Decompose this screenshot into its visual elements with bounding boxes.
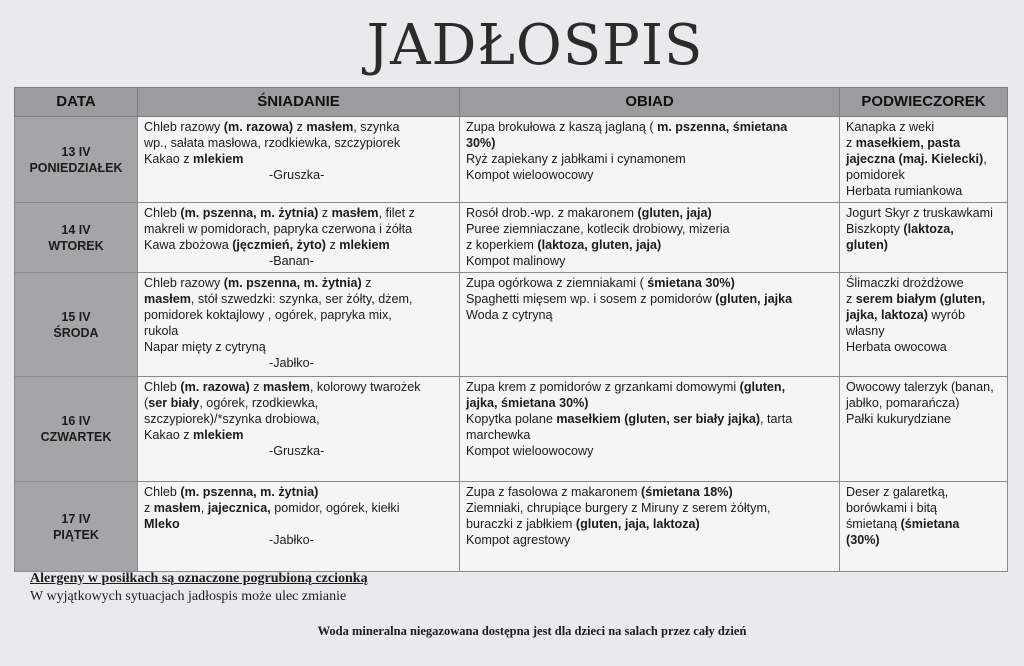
menu-line xyxy=(846,183,1003,199)
allergen-text: masłem xyxy=(306,120,354,134)
menu-text: z koperkiem xyxy=(466,238,538,252)
day-date: 16 IV xyxy=(61,414,91,428)
day-cell xyxy=(15,377,138,482)
lunch-cell xyxy=(460,482,840,572)
menu-line xyxy=(144,379,455,395)
menu-text: Pałki kukurydziane xyxy=(846,412,951,426)
menu-row xyxy=(15,482,1008,572)
menu-line xyxy=(144,339,455,355)
menu-text: Rosół drob.-wp. z makaronem xyxy=(466,206,638,220)
fruit-label: -Gruszka- xyxy=(269,168,325,182)
menu-text: Chleb razowy xyxy=(144,276,224,290)
menu-text: makreli w pomidorach, papryka czerwona i żółta xyxy=(144,222,413,236)
menu-line xyxy=(466,205,835,221)
menu-text: Puree ziemniaczane, kotlecik drobiowy, mizeria xyxy=(466,222,730,236)
menu-text: z xyxy=(249,380,263,394)
menu-text: buraczki z jabłkiem xyxy=(466,517,576,531)
menu-text: Kawa zbożowa xyxy=(144,238,233,252)
lunch-cell xyxy=(460,117,840,203)
menu-text: szczypiorek)/*szynka drobiowa, xyxy=(144,412,320,426)
menu-text: marchewka xyxy=(466,428,531,442)
menu-line xyxy=(846,307,1003,323)
menu-line xyxy=(846,275,1003,291)
menu-line xyxy=(846,500,1003,516)
menu-text: Kompot wieloowocowy xyxy=(466,444,594,458)
menu-line xyxy=(846,532,1003,548)
menu-text: Spaghetti mięsem wp. i sosem z pomidorów xyxy=(466,292,716,306)
page-title: JADŁOSPIS xyxy=(366,13,704,78)
menu-line xyxy=(846,119,1003,135)
menu-line xyxy=(144,411,455,427)
menu-line xyxy=(466,484,835,500)
menu-text: Kanapka z weki xyxy=(846,120,935,134)
allergen-text: (laktoza, xyxy=(903,222,954,236)
day-date: 15 IV xyxy=(61,309,91,324)
menu-line xyxy=(466,151,835,167)
day-cell xyxy=(15,117,138,203)
menu-line xyxy=(846,379,1003,395)
menu-text: , kolorowy twarożek xyxy=(309,380,421,394)
allergen-text: masłem xyxy=(331,206,379,220)
menu-text: Zupa ogórkowa z ziemniakami ( xyxy=(466,276,648,290)
menu-line xyxy=(466,516,835,532)
allergen-text: gluten) xyxy=(846,238,888,252)
menu-text: z xyxy=(144,501,154,515)
menu-text: z xyxy=(846,136,856,150)
allergen-text: (m. razowa) xyxy=(180,380,250,394)
menu-line xyxy=(466,237,835,253)
allergen-text: (m. razowa) xyxy=(223,120,294,134)
day-cell xyxy=(15,273,138,377)
allergen-text: (jęczmień, żyto) xyxy=(232,238,326,252)
menu-text: z xyxy=(318,206,332,220)
allergen-text: jajka, laktoza) xyxy=(846,308,928,322)
header-row xyxy=(15,88,1008,117)
breakfast-cell xyxy=(138,377,460,482)
menu-line xyxy=(144,221,455,237)
snack-cell xyxy=(840,377,1008,482)
header-date: DATA xyxy=(15,88,138,117)
change-note: W wyjątkowych sytuacjach jadłospis może ulec zmianie xyxy=(30,589,347,604)
snack-cell xyxy=(840,117,1008,203)
menu-text: , xyxy=(200,501,208,515)
allergen-text: jajeczna (maj. Kielecki) xyxy=(846,152,984,166)
day-name: ŚRODA xyxy=(53,325,99,340)
menu-text: jabłko, pomarańcza) xyxy=(846,396,960,410)
allergen-text: masłem xyxy=(262,380,310,394)
menu-text: Woda z cytryną xyxy=(466,308,553,322)
menu-text: z xyxy=(846,292,856,306)
menu-text: Ziemniaki, chrupiące burgery z Miruny z serem żółtym, xyxy=(466,501,771,515)
menu-text: ( xyxy=(144,396,149,410)
menu-text: z xyxy=(361,276,372,290)
allergen-text: mlekiem xyxy=(193,428,244,442)
menu-text: Kakao z xyxy=(144,152,194,166)
day-date: 14 IV xyxy=(61,222,91,237)
allergen-text: śmietana 30%) xyxy=(647,276,735,290)
allergen-text: (m. pszenna, m. żytnia) xyxy=(223,276,362,290)
breakfast-cell xyxy=(138,117,460,203)
lunch-cell xyxy=(460,203,840,273)
menu-text: pomidorek xyxy=(846,168,905,182)
allergen-text: (gluten, jajka xyxy=(715,292,793,306)
snack-cell xyxy=(840,482,1008,572)
menu-text: Chleb xyxy=(144,485,181,499)
allergen-text: (śmietana xyxy=(900,517,960,531)
day-name: PIĄTEK xyxy=(53,527,99,542)
menu-line xyxy=(466,411,835,427)
menu-text: Jogurt Skyr z truskawkami xyxy=(846,206,993,220)
fruit-label: -Jabłko- xyxy=(269,533,314,547)
menu-line xyxy=(466,291,835,307)
allergen-text: masłem xyxy=(153,501,201,515)
menu-line xyxy=(144,205,455,221)
menu-line xyxy=(846,221,1003,237)
menu-text: Deser z galaretką, xyxy=(846,485,949,499)
menu-text: , tarta xyxy=(760,412,793,426)
day-name: CZWARTEK xyxy=(40,430,112,444)
menu-line xyxy=(846,167,1003,183)
allergen-text: ser biały xyxy=(148,396,200,410)
menu-text: Zupa brokułowa z kaszą jaglaną ( xyxy=(466,120,658,134)
menu-row xyxy=(15,203,1008,273)
menu-line xyxy=(144,119,455,135)
menu-text: Napar mięty z cytryną xyxy=(144,340,266,354)
menu-line xyxy=(144,516,455,532)
day-date: 17 IV xyxy=(61,511,91,526)
allergen-text: (30%) xyxy=(846,533,880,547)
menu-text: , ogórek, rzodkiewka, xyxy=(199,396,319,410)
allergen-text: (m. pszenna, m. żytnia) xyxy=(180,485,319,499)
menu-text: pomidor, ogórek, kiełki xyxy=(270,501,400,515)
menu-text: Chleb xyxy=(144,206,181,220)
menu-line xyxy=(466,307,835,323)
menu-line xyxy=(144,237,455,253)
menu-text: , stół szwedzki: szynka, ser żółty, dżem, xyxy=(190,292,413,306)
header-snack: PODWIECZOREK xyxy=(840,88,1008,117)
menu-text: wyrób xyxy=(927,308,965,322)
menu-text: Herbata rumiankowa xyxy=(846,184,963,198)
menu-line xyxy=(466,253,835,269)
day-date: 13 IV xyxy=(61,144,91,159)
allergen-text: (śmietana 18%) xyxy=(641,485,733,499)
menu-line xyxy=(466,427,835,443)
menu-text: z xyxy=(293,120,307,134)
menu-line xyxy=(846,411,1003,427)
menu-body xyxy=(15,117,1008,572)
menu-line xyxy=(144,291,455,307)
allergen-text: masełkiem (gluten, ser biały jajka) xyxy=(556,412,761,426)
allergens-note: Alergeny w posiłkach są oznaczone pogrubioną czcionką xyxy=(30,571,368,586)
allergen-text: (gluten, jaja, laktoza) xyxy=(575,517,700,531)
menu-line xyxy=(466,135,835,151)
menu-text: Owocowy talerzyk (banan, xyxy=(846,380,994,394)
allergen-text: mlekiem xyxy=(193,152,244,166)
menu-table xyxy=(14,87,1008,572)
allergen-text: m. pszenna, śmietana xyxy=(657,120,788,134)
menu-line xyxy=(144,427,455,443)
breakfast-cell xyxy=(138,203,460,273)
breakfast-cell xyxy=(138,273,460,377)
menu-line xyxy=(144,323,455,339)
water-note: Woda mineralna niegazowana dostępna jest dla dzieci na salach przez cały dzień xyxy=(317,624,747,638)
breakfast-cell xyxy=(138,482,460,572)
menu-text: Kompot agrestowy xyxy=(466,533,571,547)
menu-text: borówkami i bitą xyxy=(846,501,937,515)
menu-text: Chleb razowy xyxy=(144,120,224,134)
menu-text: Ryż zapiekany z jabłkami i cynamonem xyxy=(466,152,686,166)
menu-line xyxy=(846,516,1003,532)
menu-text: Kompot wieloowocowy xyxy=(466,168,594,182)
menu-text: , filet z xyxy=(378,206,415,220)
allergen-text: (gluten, xyxy=(739,380,786,394)
allergen-text: jajka, śmietana 30%) xyxy=(466,396,589,410)
menu-line xyxy=(846,151,1003,167)
menu-line xyxy=(466,379,835,395)
menu-line xyxy=(466,167,835,183)
allergen-text: masełkiem, pasta xyxy=(855,136,961,150)
menu-text: Herbata owocowa xyxy=(846,340,947,354)
menu-line xyxy=(846,323,1003,339)
menu-text: Kakao z xyxy=(144,428,194,442)
menu-text: śmietaną xyxy=(846,517,901,531)
menu-text: rukola xyxy=(144,324,179,338)
menu-line xyxy=(144,307,455,323)
menu-row xyxy=(15,273,1008,377)
allergen-text: (laktoza, gluten, jaja) xyxy=(537,238,662,252)
menu-text: Zupa krem z pomidorów z grzankami domowymi xyxy=(466,380,740,394)
allergen-text: mlekiem xyxy=(339,238,390,252)
menu-text: , szynka xyxy=(353,120,400,134)
menu-line xyxy=(466,532,835,548)
menu-text: Ślimaczki drożdżowe xyxy=(846,276,964,290)
menu-line xyxy=(144,135,455,151)
menu-row xyxy=(15,377,1008,482)
menu-line xyxy=(144,500,455,516)
snack-cell xyxy=(840,203,1008,273)
menu-line xyxy=(466,119,835,135)
menu-text: wp., sałata masłowa, rzodkiewka, szczypiorek xyxy=(144,136,401,150)
menu-line xyxy=(846,205,1003,221)
header-lunch: OBIAD xyxy=(460,88,840,117)
menu-line xyxy=(846,291,1003,307)
allergen-text: Mleko xyxy=(144,517,180,531)
lunch-cell xyxy=(460,377,840,482)
menu-text: Zupa z fasolowa z makaronem xyxy=(466,485,641,499)
fruit-label: -Jabłko- xyxy=(269,356,314,370)
day-cell xyxy=(15,482,138,572)
menu-row xyxy=(15,117,1008,203)
menu-line xyxy=(846,135,1003,151)
menu-line xyxy=(466,275,835,291)
menu-line xyxy=(846,237,1003,253)
menu-line xyxy=(466,221,835,237)
header-breakfast: ŚNIADANIE xyxy=(138,88,460,117)
menu-text: Chleb xyxy=(144,380,181,394)
allergen-text: masłem xyxy=(144,292,191,306)
menu-text: Biszkopty xyxy=(846,222,904,236)
menu-text: , xyxy=(983,152,987,166)
menu-line xyxy=(466,500,835,516)
day-name: PONIEDZIAŁEK xyxy=(29,160,123,175)
menu-text: pomidorek koktajlowy , ogórek, papryka mix, xyxy=(144,308,392,322)
fruit-label: -Gruszka- xyxy=(269,444,325,458)
snack-cell xyxy=(840,273,1008,377)
day-cell xyxy=(15,203,138,273)
menu-text: własny xyxy=(846,324,885,338)
allergen-text: (m. pszenna, m. żytnia) xyxy=(180,206,319,220)
menu-line xyxy=(144,395,455,411)
menu-line xyxy=(466,395,835,411)
allergen-text: serem białym (gluten, xyxy=(855,292,986,306)
menu-line xyxy=(144,151,455,167)
menu-line xyxy=(144,484,455,500)
menu-text: Kopytka polane xyxy=(466,412,557,426)
menu-line xyxy=(846,395,1003,411)
lunch-cell xyxy=(460,273,840,377)
menu-line xyxy=(144,275,455,291)
menu-line xyxy=(846,339,1003,355)
fruit-label: -Banan- xyxy=(269,254,314,268)
menu-text: Kompot malinowy xyxy=(466,254,566,268)
allergen-text: 30%) xyxy=(466,136,496,150)
allergen-text: jajecznica, xyxy=(207,501,271,515)
menu-line xyxy=(466,443,835,459)
menu-line xyxy=(846,484,1003,500)
day-name: WTOREK xyxy=(48,238,104,253)
allergen-text: (gluten, jaja) xyxy=(637,206,712,220)
menu-text: z xyxy=(326,238,340,252)
